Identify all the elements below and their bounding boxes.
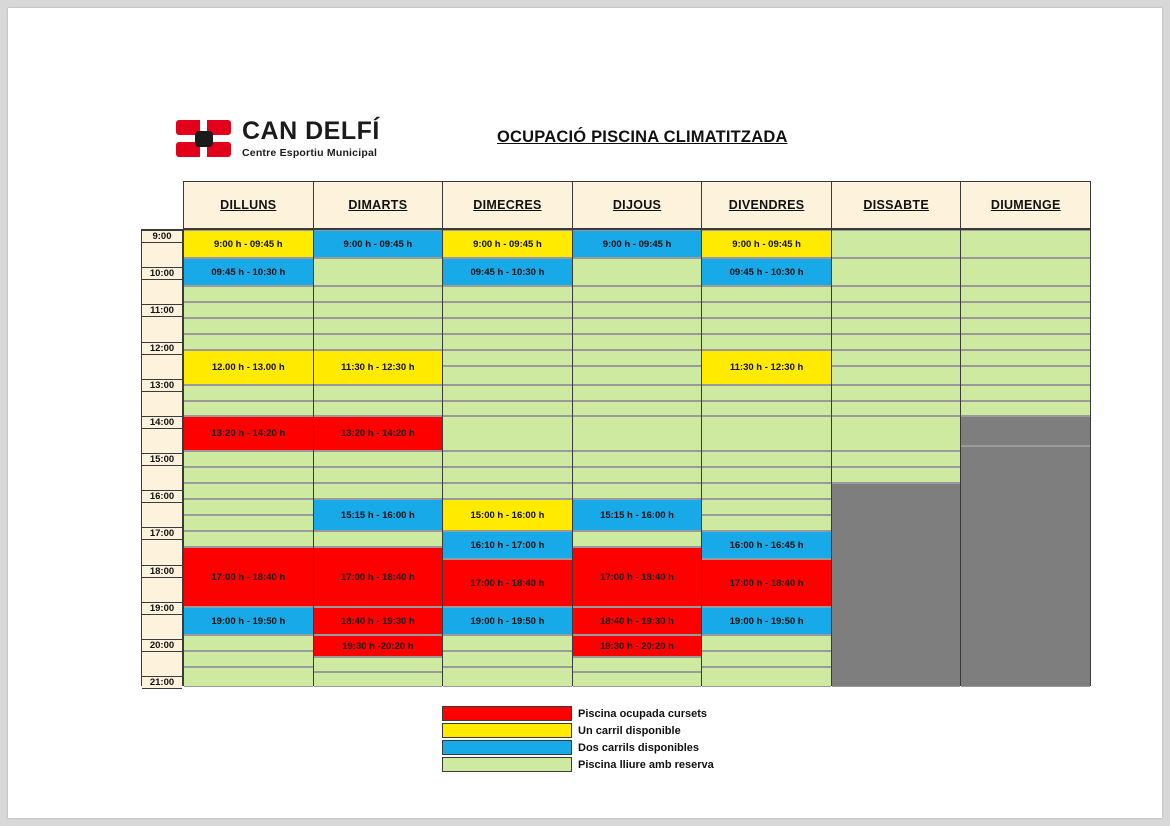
empty-slot xyxy=(184,401,313,416)
schedule-slot[interactable] xyxy=(314,416,443,451)
page-title: OCUPACIÓ PISCINA CLIMATITZADA xyxy=(497,128,788,146)
empty-slot xyxy=(832,483,961,687)
slot-label: 09:45 h - 10:30 h xyxy=(470,266,545,278)
empty-slot xyxy=(702,651,831,667)
schedule-slot[interactable] xyxy=(443,607,572,635)
empty-slot xyxy=(314,258,443,286)
empty-slot xyxy=(961,416,1090,446)
schedule-slot[interactable] xyxy=(702,607,831,635)
schedule-slot[interactable] xyxy=(573,547,702,607)
slot-label: 17:00 h - 18:40 h xyxy=(729,577,804,589)
can-delfi-logo-icon xyxy=(176,118,232,160)
slot-label: 16:10 h - 17:00 h xyxy=(470,539,545,551)
empty-slot xyxy=(573,657,702,672)
brand-subtitle: Centre Esportiu Municipal xyxy=(242,147,378,159)
legend-row xyxy=(442,705,742,722)
document-header xyxy=(8,103,1162,175)
empty-slot xyxy=(573,467,702,483)
empty-slot xyxy=(443,635,572,651)
day-column-divendres xyxy=(701,229,832,686)
slot-label: 17:00 h - 18:40 h xyxy=(600,571,674,583)
empty-slot xyxy=(702,635,831,651)
day-header-dissabte: DISSABTE xyxy=(831,181,962,229)
legend-swatch xyxy=(442,706,572,721)
empty-slot xyxy=(961,350,1090,366)
empty-slot xyxy=(832,350,961,366)
slot-label: 19:00 h - 19:50 h xyxy=(211,615,286,627)
schedule-slot[interactable] xyxy=(184,547,313,607)
empty-slot xyxy=(184,515,313,531)
empty-slot xyxy=(184,531,313,547)
empty-slot xyxy=(573,401,702,416)
day-header-dimecres: DIMECRES xyxy=(442,181,573,229)
slot-label: 9:00 h - 09:45 h xyxy=(602,238,672,250)
empty-slot xyxy=(184,499,313,515)
slot-label: 9:00 h - 09:45 h xyxy=(473,238,542,250)
schedule-slot[interactable] xyxy=(314,230,443,258)
legend-label: Dos carrils disponibles xyxy=(578,741,700,754)
empty-slot xyxy=(443,401,572,416)
empty-slot xyxy=(832,385,961,401)
empty-slot xyxy=(443,483,572,499)
schedule-body xyxy=(141,229,1091,686)
legend-label: Piscina lliure amb reserva xyxy=(578,758,714,771)
logo-text xyxy=(242,119,380,159)
day-column-dijous xyxy=(572,229,703,686)
empty-slot xyxy=(832,302,961,318)
slot-label: 18:40 h - 19:30 h xyxy=(340,615,415,627)
hour-label: 21:00 xyxy=(142,676,182,689)
day-column-dimecres xyxy=(442,229,573,686)
hour-axis xyxy=(141,229,183,686)
empty-slot xyxy=(314,302,443,318)
legend-label: Un carril disponible xyxy=(578,724,681,737)
hour-label: 9:00 xyxy=(142,230,182,243)
empty-slot xyxy=(314,657,443,672)
schedule-slot[interactable] xyxy=(443,531,572,559)
slot-label: 09:45 h - 10:30 h xyxy=(729,266,804,278)
empty-slot xyxy=(314,385,443,401)
empty-slot xyxy=(184,385,313,401)
empty-slot xyxy=(702,667,831,687)
empty-slot xyxy=(314,672,443,687)
day-column-dilluns xyxy=(183,229,314,686)
slot-label: 18:40 h - 19:30 h xyxy=(600,615,674,627)
slot-label: 17:00 h - 18:40 h xyxy=(340,571,415,583)
empty-slot xyxy=(961,366,1090,385)
empty-slot xyxy=(961,401,1090,416)
empty-slot xyxy=(702,318,831,334)
brand-name: CAN DELFÍ xyxy=(242,117,380,145)
schedule-slot[interactable] xyxy=(443,258,572,286)
empty-slot xyxy=(961,334,1090,350)
schedule-slot[interactable] xyxy=(314,607,443,635)
empty-slot xyxy=(314,531,443,547)
document-page xyxy=(8,8,1162,818)
legend xyxy=(442,705,742,773)
slot-label: 12.00 h - 13.00 h xyxy=(211,362,285,373)
hour-label: 18:00 xyxy=(142,565,182,578)
empty-slot xyxy=(184,651,313,667)
legend-row xyxy=(442,722,742,739)
day-header-diumenge: DIUMENGE xyxy=(960,181,1091,229)
empty-slot xyxy=(961,318,1090,334)
schedule-slot[interactable] xyxy=(573,635,702,657)
slot-label: 19:00 h - 19:50 h xyxy=(470,615,545,627)
schedule-slot[interactable] xyxy=(314,547,443,607)
schedule-slot[interactable] xyxy=(314,499,443,531)
logo xyxy=(176,118,380,160)
empty-slot xyxy=(702,499,831,515)
slot-label: 11:30 h - 12:30 h xyxy=(341,362,415,373)
empty-slot xyxy=(573,286,702,302)
empty-slot xyxy=(573,258,702,286)
empty-slot xyxy=(573,451,702,467)
hour-label: 20:00 xyxy=(142,639,182,652)
empty-slot xyxy=(832,258,961,286)
legend-swatch xyxy=(442,740,572,755)
hour-label: 14:00 xyxy=(142,416,182,429)
empty-slot xyxy=(184,451,313,467)
empty-slot xyxy=(702,483,831,499)
empty-slot xyxy=(314,483,443,499)
empty-slot xyxy=(184,318,313,334)
schedule-slot[interactable] xyxy=(443,559,572,607)
empty-slot xyxy=(702,302,831,318)
empty-slot xyxy=(832,230,961,258)
empty-slot xyxy=(702,401,831,416)
schedule-slot[interactable] xyxy=(184,350,313,385)
schedule-slot[interactable] xyxy=(184,230,313,258)
empty-slot xyxy=(443,286,572,302)
schedule-slot[interactable] xyxy=(314,350,443,385)
slot-label: 19:00 h - 19:50 h xyxy=(729,615,804,627)
empty-slot xyxy=(961,258,1090,286)
empty-slot xyxy=(184,286,313,302)
empty-slot xyxy=(184,334,313,350)
schedule-slot[interactable] xyxy=(702,559,831,607)
slot-label: 19:30 h - 20:20 h xyxy=(600,640,674,652)
slot-label: 17:00 h - 18:40 h xyxy=(211,571,286,583)
empty-slot xyxy=(184,483,313,499)
empty-slot xyxy=(573,318,702,334)
empty-slot xyxy=(573,672,702,687)
day-column-dissabte xyxy=(831,229,962,686)
slot-label: 19:30 h -20:20 h xyxy=(342,640,414,652)
day-header-dimarts: DIMARTS xyxy=(313,181,444,229)
empty-slot xyxy=(832,416,961,451)
schedule-slot[interactable] xyxy=(702,230,831,258)
empty-slot xyxy=(184,635,313,651)
slot-label: 16:00 h - 16:45 h xyxy=(729,539,804,551)
hour-label: 13:00 xyxy=(142,379,182,392)
hour-label: 17:00 xyxy=(142,527,182,540)
empty-slot xyxy=(573,483,702,499)
legend-row xyxy=(442,756,742,773)
hour-label: 12:00 xyxy=(142,342,182,355)
empty-slot xyxy=(832,401,961,416)
hour-label: 19:00 xyxy=(142,602,182,615)
slot-label: 13:20 h - 14:20 h xyxy=(211,428,286,439)
empty-slot xyxy=(832,451,961,467)
empty-slot xyxy=(573,350,702,366)
empty-slot xyxy=(961,302,1090,318)
slot-label: 11:30 h - 12:30 h xyxy=(729,362,804,373)
empty-slot xyxy=(702,286,831,302)
schedule-slot[interactable] xyxy=(314,635,443,657)
empty-slot xyxy=(443,350,572,366)
slot-label: 15:15 h - 16:00 h xyxy=(600,509,674,521)
slot-label: 09:45 h - 10:30 h xyxy=(211,266,286,278)
schedule-slot[interactable] xyxy=(184,416,313,451)
hour-label: 11:00 xyxy=(142,304,182,317)
empty-slot xyxy=(832,467,961,483)
empty-slot xyxy=(961,385,1090,401)
empty-slot xyxy=(314,451,443,467)
empty-slot xyxy=(314,334,443,350)
empty-slot xyxy=(443,467,572,483)
slot-label: 9:00 h - 09:45 h xyxy=(343,238,413,250)
schedule-table xyxy=(141,181,1091,686)
hour-label: 16:00 xyxy=(142,490,182,503)
empty-slot xyxy=(443,366,572,385)
empty-slot xyxy=(184,467,313,483)
empty-slot xyxy=(961,446,1090,687)
empty-slot xyxy=(573,416,702,451)
empty-slot xyxy=(443,667,572,687)
empty-slot xyxy=(702,385,831,401)
empty-slot xyxy=(961,230,1090,258)
day-header-row xyxy=(183,181,1091,229)
empty-slot xyxy=(314,401,443,416)
empty-slot xyxy=(573,531,702,547)
empty-slot xyxy=(443,318,572,334)
day-column-diumenge xyxy=(960,229,1091,686)
empty-slot xyxy=(443,451,572,467)
empty-slot xyxy=(314,286,443,302)
empty-slot xyxy=(702,416,831,451)
empty-slot xyxy=(573,385,702,401)
empty-slot xyxy=(832,286,961,302)
slot-label: 9:00 h - 09:45 h xyxy=(213,238,283,250)
empty-slot xyxy=(832,334,961,350)
slot-label: 13:20 h - 14:20 h xyxy=(340,428,415,439)
schedule-slot[interactable] xyxy=(184,607,313,635)
empty-slot xyxy=(443,334,572,350)
schedule-slot[interactable] xyxy=(573,607,702,635)
hour-label: 15:00 xyxy=(142,453,182,466)
schedule-slot[interactable] xyxy=(573,499,702,531)
empty-slot xyxy=(443,651,572,667)
day-header-dijous: DIJOUS xyxy=(572,181,703,229)
schedule-slot[interactable] xyxy=(184,258,313,286)
day-column-dimarts xyxy=(313,229,444,686)
empty-slot xyxy=(832,366,961,385)
slot-label: 15:00 h - 16:00 h xyxy=(470,509,545,521)
legend-label: Piscina ocupada cursets xyxy=(578,707,707,720)
empty-slot xyxy=(573,302,702,318)
schedule-slot[interactable] xyxy=(573,230,702,258)
slot-label: 9:00 h - 09:45 h xyxy=(732,238,801,250)
schedule-slot[interactable] xyxy=(702,531,831,559)
empty-slot xyxy=(314,467,443,483)
empty-slot xyxy=(702,451,831,467)
legend-swatch xyxy=(442,757,572,772)
slot-label: 17:00 h - 18:40 h xyxy=(470,577,545,589)
schedule-slot[interactable] xyxy=(702,258,831,286)
empty-slot xyxy=(573,366,702,385)
day-header-dilluns: DILLUNS xyxy=(183,181,314,229)
empty-slot xyxy=(443,416,572,451)
schedule-slot[interactable] xyxy=(443,499,572,531)
schedule-slot[interactable] xyxy=(702,350,831,385)
empty-slot xyxy=(184,302,313,318)
slot-label: 15:15 h - 16:00 h xyxy=(340,509,415,521)
empty-slot xyxy=(961,286,1090,302)
empty-slot xyxy=(314,318,443,334)
empty-slot xyxy=(702,515,831,531)
schedule-slot[interactable] xyxy=(443,230,572,258)
empty-slot xyxy=(702,467,831,483)
empty-slot xyxy=(443,385,572,401)
day-header-divendres: DIVENDRES xyxy=(701,181,832,229)
empty-slot xyxy=(184,667,313,687)
day-columns xyxy=(183,229,1091,686)
empty-slot xyxy=(702,334,831,350)
hour-label: 10:00 xyxy=(142,267,182,280)
legend-row xyxy=(442,739,742,756)
empty-slot xyxy=(443,302,572,318)
empty-slot xyxy=(573,334,702,350)
empty-slot xyxy=(832,318,961,334)
legend-swatch xyxy=(442,723,572,738)
header-corner-spacer xyxy=(141,181,183,229)
